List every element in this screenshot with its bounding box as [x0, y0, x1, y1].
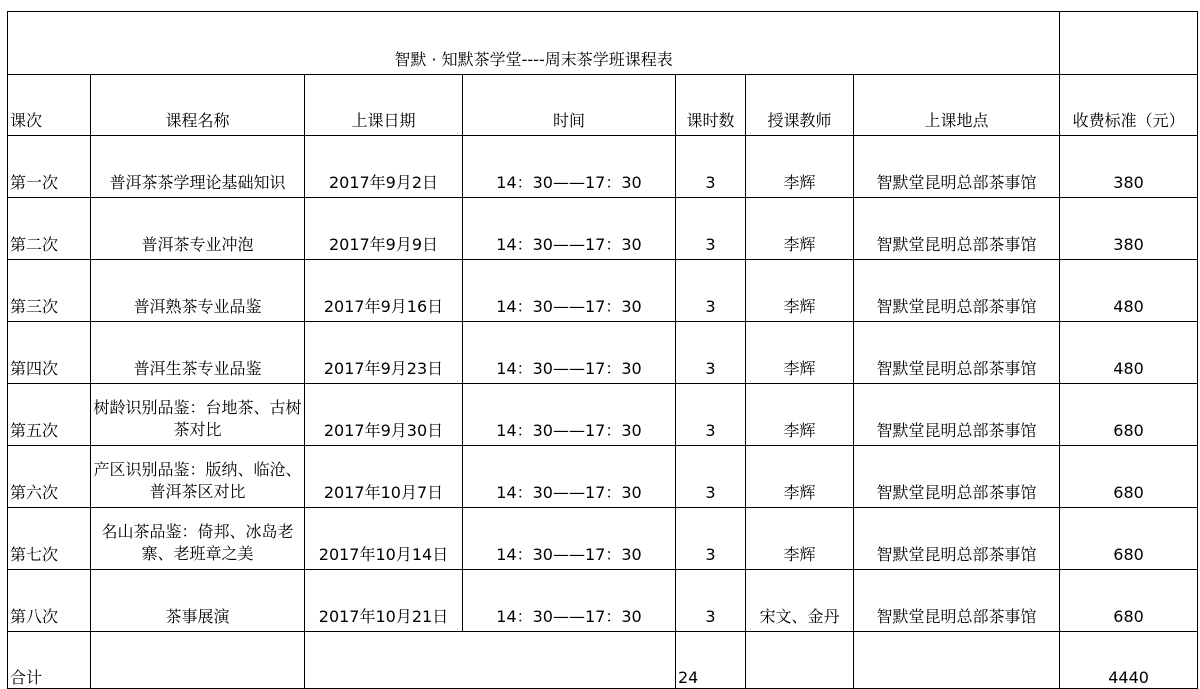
header-teacher: 授课教师 — [746, 75, 854, 136]
total-empty-datetime — [305, 632, 676, 689]
cell-session: 第四次 — [8, 322, 91, 384]
cell-hours: 3 — [676, 384, 746, 446]
cell-time: 14：30——17：30 — [463, 384, 676, 446]
cell-time: 14：30——17：30 — [463, 508, 676, 570]
cell-location: 智默堂昆明总部茶事馆 — [854, 260, 1060, 322]
header-location: 上课地点 — [854, 75, 1060, 136]
header-hours: 课时数 — [676, 75, 746, 136]
cell-teacher: 李辉 — [746, 508, 854, 570]
cell-location: 智默堂昆明总部茶事馆 — [854, 384, 1060, 446]
cell-teacher: 李辉 — [746, 198, 854, 260]
cell-time: 14：30——17：30 — [463, 322, 676, 384]
total-hours: 24 — [676, 632, 746, 689]
title-row — [8, 12, 1198, 75]
cell-time: 14：30——17：30 — [463, 260, 676, 322]
cell-hours: 3 — [676, 446, 746, 508]
cell-session: 第三次 — [8, 260, 91, 322]
table-row — [8, 260, 1198, 322]
table-row — [8, 508, 1198, 570]
cell-location: 智默堂昆明总部茶事馆 — [854, 198, 1060, 260]
cell-fee: 480 — [1060, 260, 1198, 322]
cell-course: 产区识别品鉴：版纳、临沧、普洱茶区对比 — [91, 446, 305, 508]
cell-session: 第二次 — [8, 198, 91, 260]
cell-course: 普洱生茶专业品鉴 — [91, 322, 305, 384]
cell-time: 14：30——17：30 — [463, 570, 676, 632]
header-session: 课次 — [8, 75, 91, 136]
cell-fee: 680 — [1060, 446, 1198, 508]
cell-session: 第七次 — [8, 508, 91, 570]
cell-location: 智默堂昆明总部茶事馆 — [854, 322, 1060, 384]
table-row — [8, 570, 1198, 632]
cell-location: 智默堂昆明总部茶事馆 — [854, 570, 1060, 632]
cell-date: 2017年9月16日 — [305, 260, 463, 322]
total-empty-course — [91, 632, 305, 689]
total-empty-location — [854, 632, 1060, 689]
cell-fee: 680 — [1060, 570, 1198, 632]
cell-fee: 680 — [1060, 508, 1198, 570]
total-fee: 4440 — [1060, 632, 1198, 689]
cell-course: 普洱茶茶学理论基础知识 — [91, 136, 305, 198]
cell-course: 树龄识别品鉴：台地茶、古树茶对比 — [91, 384, 305, 446]
header-row — [8, 75, 1198, 136]
header-fee: 收费标准（元） — [1060, 75, 1198, 136]
table-row — [8, 322, 1198, 384]
cell-hours: 3 — [676, 260, 746, 322]
cell-teacher: 李辉 — [746, 322, 854, 384]
total-label: 合计 — [8, 632, 91, 689]
cell-session: 第六次 — [8, 446, 91, 508]
cell-teacher: 李辉 — [746, 136, 854, 198]
cell-course: 名山茶品鉴：倚邦、冰岛老寨、老班章之美 — [91, 508, 305, 570]
table-row — [8, 198, 1198, 260]
course-schedule-table — [7, 11, 1198, 689]
cell-session: 第五次 — [8, 384, 91, 446]
cell-hours: 3 — [676, 322, 746, 384]
cell-date: 2017年9月2日 — [305, 136, 463, 198]
cell-fee: 380 — [1060, 198, 1198, 260]
cell-date: 2017年10月21日 — [305, 570, 463, 632]
cell-session: 第一次 — [8, 136, 91, 198]
cell-course: 普洱熟茶专业品鉴 — [91, 260, 305, 322]
cell-location: 智默堂昆明总部茶事馆 — [854, 136, 1060, 198]
cell-time: 14：30——17：30 — [463, 198, 676, 260]
cell-teacher: 李辉 — [746, 260, 854, 322]
cell-fee: 380 — [1060, 136, 1198, 198]
header-time: 时间 — [463, 75, 676, 136]
cell-hours: 3 — [676, 198, 746, 260]
cell-course: 普洱茶专业冲泡 — [91, 198, 305, 260]
cell-hours: 3 — [676, 570, 746, 632]
total-empty-teacher — [746, 632, 854, 689]
cell-date: 2017年10月7日 — [305, 446, 463, 508]
cell-date: 2017年9月23日 — [305, 322, 463, 384]
cell-date: 2017年10月14日 — [305, 508, 463, 570]
table-row — [8, 446, 1198, 508]
cell-time: 14：30——17：30 — [463, 446, 676, 508]
cell-session: 第八次 — [8, 570, 91, 632]
cell-date: 2017年9月9日 — [305, 198, 463, 260]
cell-date: 2017年9月30日 — [305, 384, 463, 446]
table-row — [8, 384, 1198, 446]
header-date: 上课日期 — [305, 75, 463, 136]
cell-location: 智默堂昆明总部茶事馆 — [854, 446, 1060, 508]
total-row — [8, 632, 1198, 689]
cell-location: 智默堂昆明总部茶事馆 — [854, 508, 1060, 570]
header-course: 课程名称 — [91, 75, 305, 136]
cell-fee: 680 — [1060, 384, 1198, 446]
cell-fee: 480 — [1060, 322, 1198, 384]
cell-hours: 3 — [676, 508, 746, 570]
cell-teacher: 宋文、金丹 — [746, 570, 854, 632]
cell-hours: 3 — [676, 136, 746, 198]
cell-time: 14：30——17：30 — [463, 136, 676, 198]
cell-teacher: 李辉 — [746, 384, 854, 446]
table-title-cell — [8, 12, 1060, 75]
table-row — [8, 136, 1198, 198]
table-title: 智默 · 知默茶学堂----周末茶学班课程表 — [394, 50, 673, 69]
cell-course: 茶事展演 — [91, 570, 305, 632]
cell-teacher: 李辉 — [746, 446, 854, 508]
title-empty-cell — [1060, 12, 1198, 75]
